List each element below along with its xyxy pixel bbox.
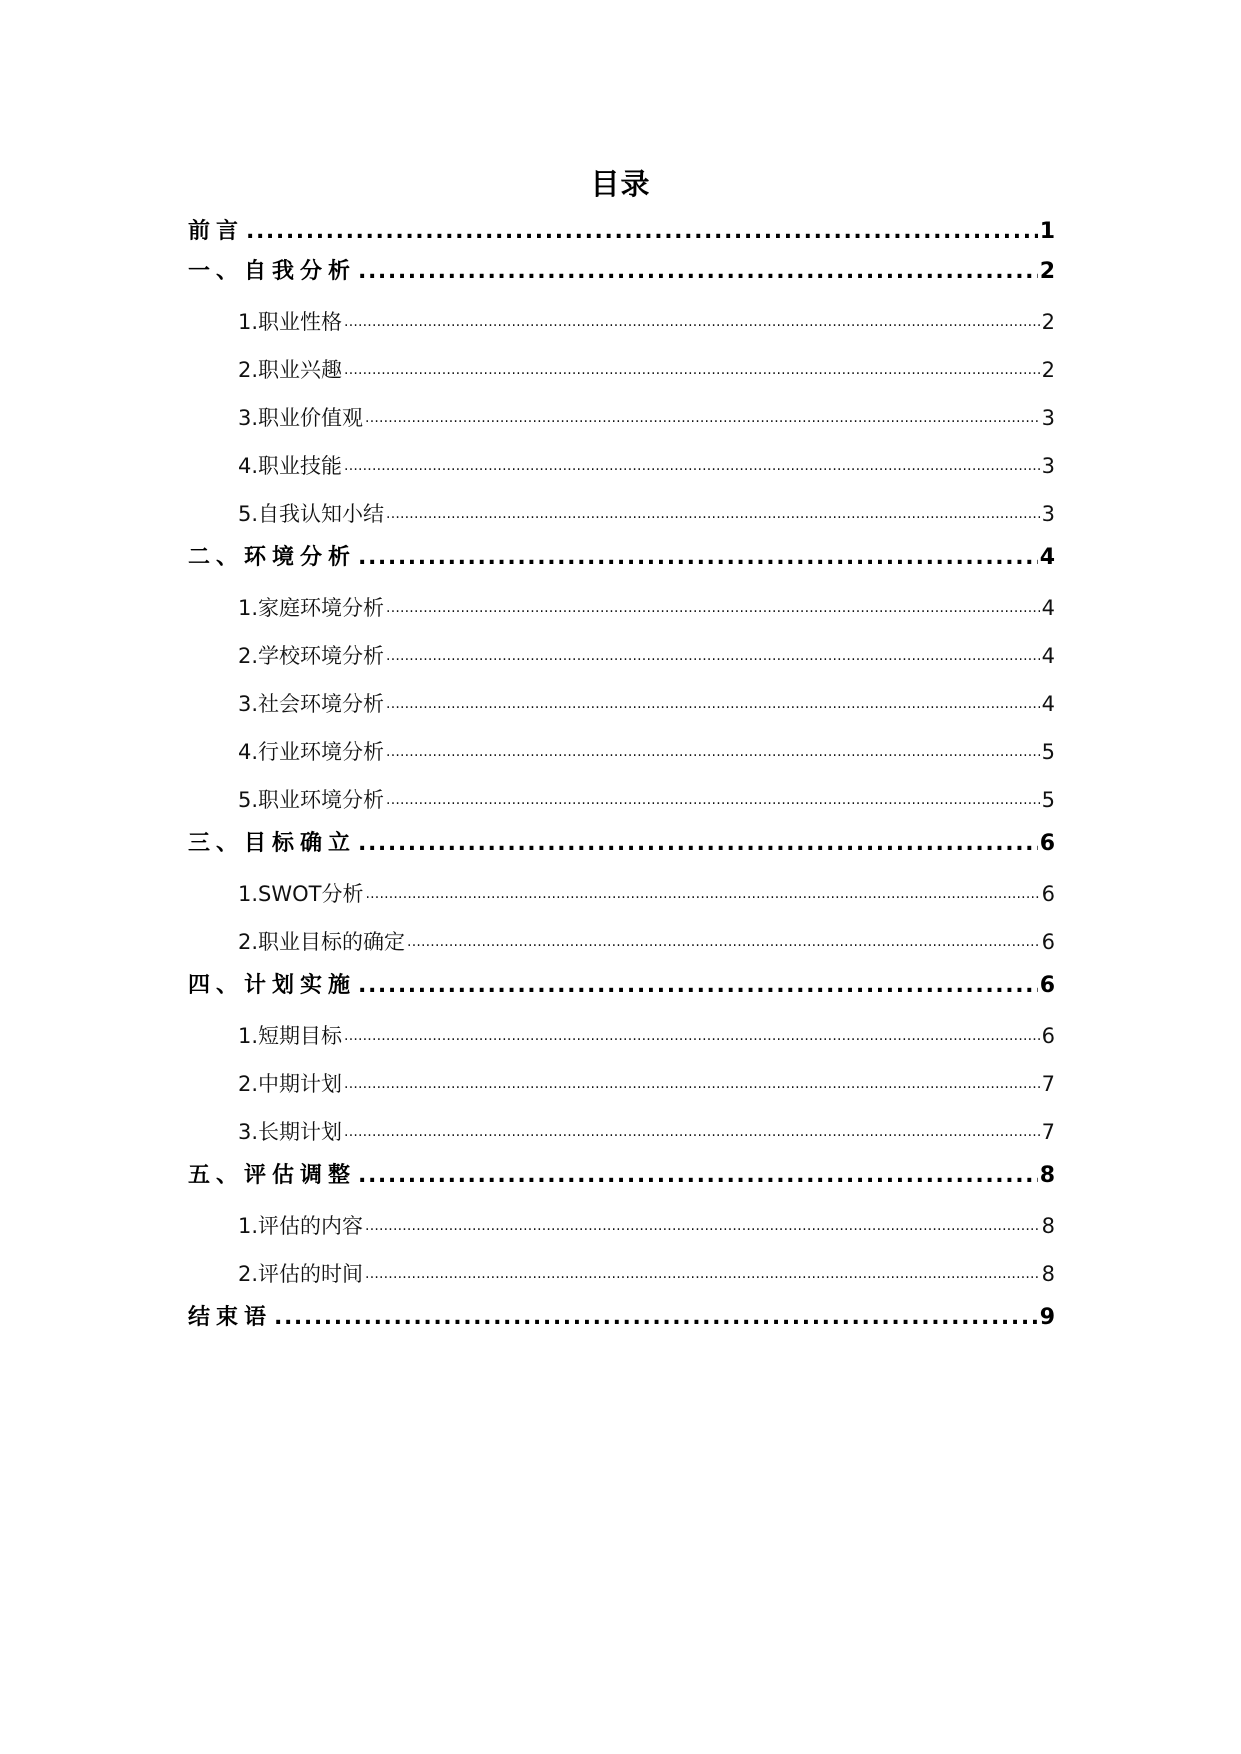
toc-title: 目录 bbox=[590, 167, 651, 201]
toc-entry-label: 5.职业环境分析 bbox=[238, 788, 385, 812]
toc-entry[interactable] bbox=[188, 1298, 1055, 1338]
toc-subentry[interactable] bbox=[188, 442, 1055, 490]
toc-page-number: 6 bbox=[1041, 930, 1055, 954]
toc-subentry[interactable] bbox=[188, 394, 1055, 442]
toc-subentry[interactable] bbox=[188, 490, 1055, 538]
toc-entry[interactable] bbox=[188, 966, 1055, 1006]
toc-page-number: 2 bbox=[1039, 259, 1055, 284]
toc-entry-label: 3.长期计划 bbox=[238, 1120, 343, 1144]
toc-subentry[interactable] bbox=[188, 728, 1055, 776]
toc-subentry[interactable] bbox=[188, 1060, 1055, 1108]
toc-entry-label: 二、环境分析 bbox=[188, 545, 357, 570]
toc-entry[interactable] bbox=[188, 538, 1055, 578]
toc-subentry[interactable] bbox=[188, 1250, 1055, 1298]
toc-entry-label: 5.自我认知小结 bbox=[238, 502, 385, 526]
toc-leader-dots bbox=[386, 490, 1040, 538]
toc-page-number: 7 bbox=[1041, 1072, 1055, 1096]
toc-entry[interactable] bbox=[188, 824, 1055, 864]
toc-entry-label: 2.中期计划 bbox=[238, 1072, 343, 1096]
toc-page-number: 7 bbox=[1041, 1120, 1055, 1144]
toc-subentry[interactable] bbox=[188, 298, 1055, 346]
toc-subentry[interactable] bbox=[188, 1108, 1055, 1156]
toc-subentry[interactable] bbox=[188, 918, 1055, 966]
toc-subentry[interactable] bbox=[188, 1202, 1055, 1250]
toc-entry-label: 2.评估的时间 bbox=[238, 1262, 364, 1286]
toc-page-number: 6 bbox=[1039, 973, 1055, 998]
toc-entry-label: 一、自我分析 bbox=[188, 259, 357, 284]
toc-entry-label: 2.学校环境分析 bbox=[238, 644, 385, 668]
toc-page-number: 8 bbox=[1041, 1262, 1055, 1286]
toc-page-number: 5 bbox=[1041, 740, 1055, 764]
toc-leader-dots bbox=[365, 1250, 1040, 1298]
toc-page-number: 3 bbox=[1041, 406, 1055, 430]
toc-page-number: 4 bbox=[1039, 545, 1055, 570]
toc-entry-label: 1.职业性格 bbox=[238, 310, 343, 334]
toc-leader-dots bbox=[358, 538, 1038, 578]
toc-leader-dots bbox=[365, 1202, 1040, 1250]
toc-leader-dots bbox=[358, 252, 1038, 292]
toc-page-number: 4 bbox=[1041, 692, 1055, 716]
toc-page-number: 4 bbox=[1041, 644, 1055, 668]
toc-leader-dots bbox=[246, 212, 1038, 252]
toc-entry[interactable] bbox=[188, 252, 1055, 292]
toc-leader-dots bbox=[344, 1108, 1040, 1156]
toc-entry-label: 4.职业技能 bbox=[238, 454, 343, 478]
toc-entry-label: 1.评估的内容 bbox=[238, 1214, 364, 1238]
toc-leader-dots bbox=[274, 1298, 1038, 1338]
toc-page-number: 4 bbox=[1041, 596, 1055, 620]
toc-entry-label: 1.短期目标 bbox=[238, 1024, 343, 1048]
toc-entry-label: 五、评估调整 bbox=[188, 1163, 357, 1188]
toc-leader-dots bbox=[365, 394, 1040, 442]
toc-page-number: 6 bbox=[1039, 831, 1055, 856]
toc-leader-dots bbox=[344, 1012, 1040, 1060]
toc-leader-dots bbox=[358, 824, 1038, 864]
toc-leader-dots bbox=[344, 346, 1040, 394]
toc-page-number: 9 bbox=[1039, 1305, 1055, 1330]
toc-entry[interactable] bbox=[188, 1156, 1055, 1196]
toc-entry-label: 四、计划实施 bbox=[188, 973, 357, 998]
table-of-contents bbox=[188, 212, 1055, 1338]
toc-page-number: 8 bbox=[1041, 1214, 1055, 1238]
toc-subentry[interactable] bbox=[188, 584, 1055, 632]
toc-leader-dots bbox=[386, 728, 1040, 776]
toc-leader-dots bbox=[386, 776, 1040, 824]
toc-leader-dots bbox=[344, 442, 1040, 490]
toc-leader-dots bbox=[366, 870, 1040, 918]
toc-entry-label: 结束语 bbox=[188, 1305, 273, 1330]
toc-subentry[interactable] bbox=[188, 632, 1055, 680]
toc-leader-dots bbox=[386, 584, 1040, 632]
toc-subentry[interactable] bbox=[188, 776, 1055, 824]
toc-entry-label: 3.社会环境分析 bbox=[238, 692, 385, 716]
toc-page-number: 5 bbox=[1041, 788, 1055, 812]
toc-leader-dots bbox=[358, 966, 1038, 1006]
toc-entry-label: 前言 bbox=[188, 219, 245, 244]
toc-entry-label: 1.SWOT分析 bbox=[238, 882, 364, 906]
toc-entry-label: 2.职业目标的确定 bbox=[238, 930, 406, 954]
toc-page-number: 1 bbox=[1039, 219, 1055, 244]
toc-entry-label: 3.职业价值观 bbox=[238, 406, 364, 430]
toc-page-number: 8 bbox=[1039, 1163, 1055, 1188]
toc-subentry[interactable] bbox=[188, 870, 1055, 918]
toc-subentry[interactable] bbox=[188, 1012, 1055, 1060]
toc-entry-label: 三、目标确立 bbox=[188, 831, 357, 856]
toc-page-number: 6 bbox=[1041, 882, 1055, 906]
toc-subentry[interactable] bbox=[188, 346, 1055, 394]
toc-leader-dots bbox=[386, 680, 1040, 728]
toc-leader-dots bbox=[344, 1060, 1040, 1108]
toc-leader-dots bbox=[358, 1156, 1038, 1196]
toc-page-number: 3 bbox=[1041, 502, 1055, 526]
toc-page-number: 6 bbox=[1041, 1024, 1055, 1048]
toc-leader-dots bbox=[386, 632, 1040, 680]
toc-leader-dots bbox=[344, 298, 1040, 346]
toc-page-number: 2 bbox=[1041, 310, 1055, 334]
toc-entry[interactable] bbox=[188, 212, 1055, 252]
toc-entry-label: 1.家庭环境分析 bbox=[238, 596, 385, 620]
toc-leader-dots bbox=[407, 918, 1040, 966]
toc-subentry[interactable] bbox=[188, 680, 1055, 728]
toc-entry-label: 4.行业环境分析 bbox=[238, 740, 385, 764]
toc-entry-label: 2.职业兴趣 bbox=[238, 358, 343, 382]
toc-page-number: 3 bbox=[1041, 454, 1055, 478]
toc-page-number: 2 bbox=[1041, 358, 1055, 382]
